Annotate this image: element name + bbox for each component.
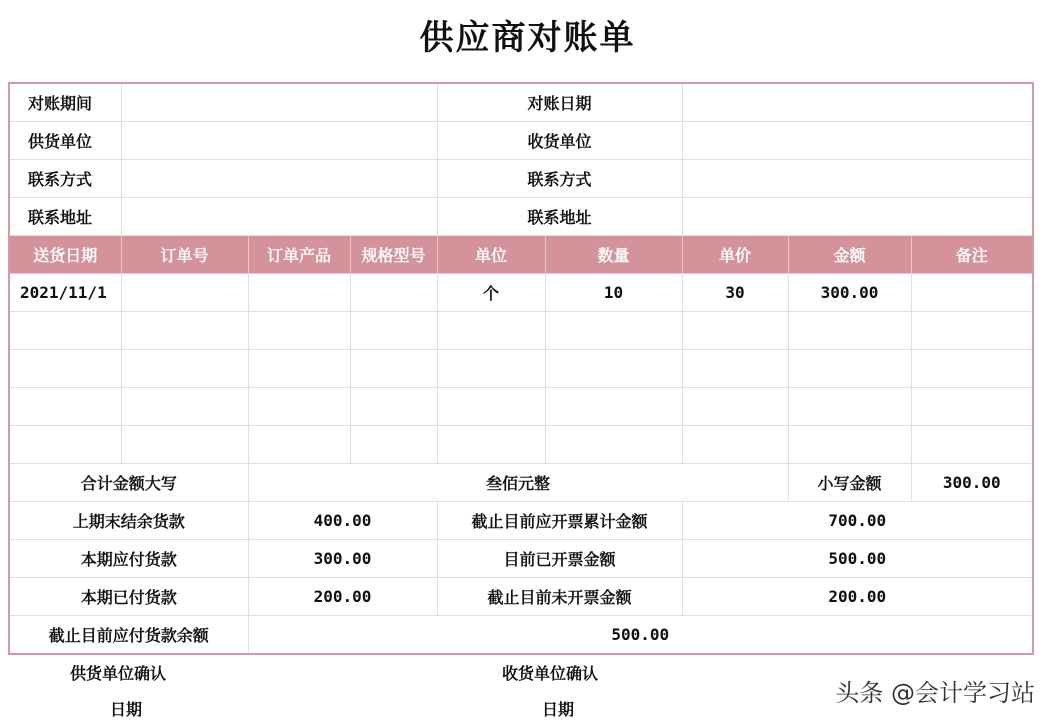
table-cell[interactable] xyxy=(545,350,682,388)
table-row xyxy=(9,388,1033,426)
contact-value-left[interactable] xyxy=(121,160,437,198)
document-title: 供应商对账单 xyxy=(419,18,636,58)
not-invoiced-label: 截止目前未开票金额 xyxy=(437,578,682,616)
table-cell[interactable] xyxy=(9,312,121,350)
table-cell[interactable] xyxy=(788,350,911,388)
table-cell[interactable] xyxy=(248,274,350,312)
table-row xyxy=(9,426,1033,464)
receiver-confirm-label: 收货单位确认 xyxy=(502,664,599,683)
invoiced-cum-label: 截止目前应开票累计金额 xyxy=(437,502,682,540)
statement-date-value[interactable] xyxy=(682,83,1033,122)
column-header: 送货日期 xyxy=(9,236,121,274)
table-cell[interactable] xyxy=(248,388,350,426)
table-row xyxy=(9,274,1033,312)
table-cell[interactable] xyxy=(437,312,545,350)
column-header-row xyxy=(9,236,1033,274)
table-cell[interactable] xyxy=(545,426,682,464)
not-invoiced-value[interactable]: 200.00 xyxy=(682,578,1033,616)
receiver-value[interactable] xyxy=(682,122,1033,160)
paid-label: 本期已付货款 xyxy=(9,578,248,616)
total-lower-value[interactable]: 300.00 xyxy=(911,464,1033,502)
balance-label: 截止目前应付货款余额 xyxy=(9,616,248,655)
info-row-address xyxy=(9,198,1033,236)
supplier-value[interactable] xyxy=(121,122,437,160)
table-cell[interactable] xyxy=(911,350,1033,388)
table-cell[interactable] xyxy=(350,388,437,426)
date-label-right: 日期 xyxy=(542,700,575,719)
contact-value-right[interactable] xyxy=(682,160,1033,198)
paid-value[interactable]: 200.00 xyxy=(248,578,437,616)
table-cell[interactable] xyxy=(248,312,350,350)
table-cell[interactable] xyxy=(682,426,788,464)
table-cell[interactable] xyxy=(682,388,788,426)
table-cell[interactable] xyxy=(248,350,350,388)
address-label-right: 联系地址 xyxy=(437,198,682,236)
table-cell[interactable] xyxy=(248,426,350,464)
table-cell[interactable] xyxy=(911,312,1033,350)
summary-row-balance xyxy=(9,616,1033,655)
table-cell[interactable] xyxy=(788,426,911,464)
table-cell[interactable]: 个 xyxy=(437,274,545,312)
watermark: 头条 @会计学习站 xyxy=(835,679,1035,707)
column-header: 金额 xyxy=(788,236,911,274)
total-upper-label: 合计金额大写 xyxy=(9,464,248,502)
column-header: 订单号 xyxy=(121,236,248,274)
table-cell[interactable] xyxy=(350,312,437,350)
summary-row-1 xyxy=(9,502,1033,540)
supplier-label: 供货单位 xyxy=(9,122,121,160)
contact-label-left: 联系方式 xyxy=(9,160,121,198)
invoiced-cum-value[interactable]: 700.00 xyxy=(682,502,1033,540)
date-label-left: 日期 xyxy=(110,700,143,719)
column-header: 单位 xyxy=(437,236,545,274)
table-cell[interactable] xyxy=(545,312,682,350)
table-cell[interactable]: 300.00 xyxy=(788,274,911,312)
table-cell[interactable] xyxy=(437,350,545,388)
summary-row-2 xyxy=(9,540,1033,578)
table-cell[interactable] xyxy=(9,388,121,426)
table-cell[interactable] xyxy=(350,350,437,388)
payable-label: 本期应付货款 xyxy=(9,540,248,578)
table-cell[interactable] xyxy=(9,426,121,464)
supplier-confirm-label: 供货单位确认 xyxy=(70,664,167,683)
table-cell[interactable] xyxy=(9,350,121,388)
info-row-parties xyxy=(9,122,1033,160)
table-cell[interactable] xyxy=(788,388,911,426)
table-cell[interactable] xyxy=(911,426,1033,464)
contact-label-right: 联系方式 xyxy=(437,160,682,198)
info-row-period xyxy=(9,83,1033,122)
info-row-contact xyxy=(9,160,1033,198)
table-cell[interactable] xyxy=(121,274,248,312)
table-cell[interactable] xyxy=(121,388,248,426)
table-cell[interactable] xyxy=(121,350,248,388)
column-header: 备注 xyxy=(911,236,1033,274)
address-label-left: 联系地址 xyxy=(9,198,121,236)
invoiced-value[interactable]: 500.00 xyxy=(682,540,1033,578)
address-value-right[interactable] xyxy=(682,198,1033,236)
table-cell[interactable]: 10 xyxy=(545,274,682,312)
summary-row-3 xyxy=(9,578,1033,616)
total-upper-value[interactable]: 叁佰元整 xyxy=(248,464,788,502)
item-rows xyxy=(9,274,1033,464)
period-value[interactable] xyxy=(121,83,437,122)
table-cell[interactable] xyxy=(437,426,545,464)
table-cell[interactable] xyxy=(545,388,682,426)
period-label: 对账期间 xyxy=(9,83,121,122)
table-cell[interactable] xyxy=(350,426,437,464)
table-cell[interactable]: 2021/11/1 xyxy=(9,274,121,312)
total-row xyxy=(9,464,1033,502)
balance-value[interactable]: 500.00 xyxy=(248,616,1033,655)
table-cell[interactable] xyxy=(437,388,545,426)
column-header: 单价 xyxy=(682,236,788,274)
column-header: 数量 xyxy=(545,236,682,274)
payable-value[interactable]: 300.00 xyxy=(248,540,437,578)
table-cell[interactable] xyxy=(788,312,911,350)
table-cell[interactable] xyxy=(350,274,437,312)
table-cell[interactable] xyxy=(121,312,248,350)
total-lower-label: 小写金额 xyxy=(788,464,911,502)
table-cell[interactable] xyxy=(682,312,788,350)
column-header: 规格型号 xyxy=(350,236,437,274)
table-row xyxy=(9,312,1033,350)
receiver-label: 收货单位 xyxy=(437,122,682,160)
statement-table xyxy=(8,82,1034,655)
statement-date-label: 对账日期 xyxy=(437,83,682,122)
table-cell[interactable] xyxy=(911,274,1033,312)
column-header: 订单产品 xyxy=(248,236,350,274)
table-cell[interactable] xyxy=(911,388,1033,426)
table-cell[interactable] xyxy=(121,426,248,464)
address-value-left[interactable] xyxy=(121,198,437,236)
table-cell[interactable] xyxy=(682,350,788,388)
prev-balance-value[interactable]: 400.00 xyxy=(248,502,437,540)
table-row xyxy=(9,350,1033,388)
invoiced-label: 目前已开票金额 xyxy=(437,540,682,578)
prev-balance-label: 上期末结余货款 xyxy=(9,502,248,540)
table-cell[interactable]: 30 xyxy=(682,274,788,312)
